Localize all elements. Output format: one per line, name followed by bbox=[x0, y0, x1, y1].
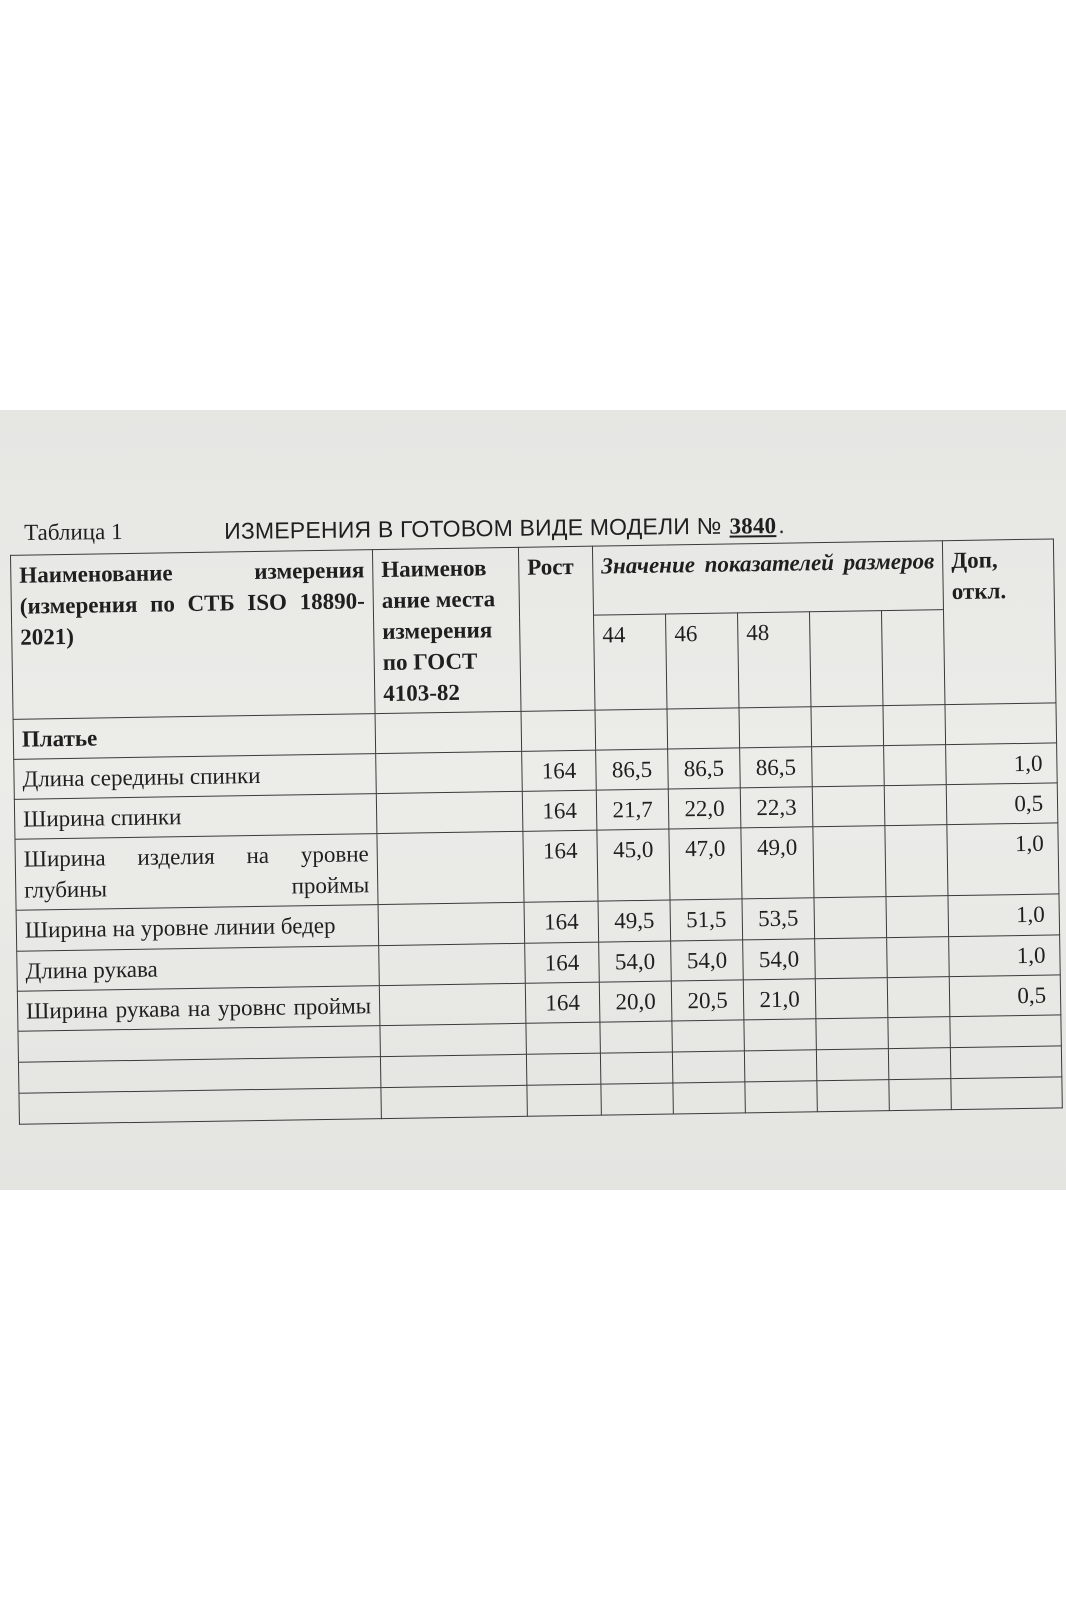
row-value-48: 22,3 bbox=[740, 787, 813, 828]
row-name: Ширина изделия на уровне глубины проймы bbox=[15, 834, 378, 911]
row-value-5 bbox=[887, 936, 950, 977]
row-value-4 bbox=[812, 746, 885, 787]
row-place bbox=[379, 983, 526, 1025]
row-value-5 bbox=[884, 785, 947, 826]
row-value-5 bbox=[886, 896, 949, 937]
measurements-sheet bbox=[0, 538, 1066, 1124]
title-period: . bbox=[778, 512, 786, 539]
measurements-table bbox=[10, 538, 1063, 1124]
row-value-48: 86,5 bbox=[740, 747, 813, 788]
row-name: Длина середины спинки bbox=[14, 754, 377, 800]
header-place-name: Наименов ание места измерения по ГОСТ 4103-82 bbox=[372, 547, 521, 714]
row-value-46: 54,0 bbox=[671, 939, 744, 980]
row-value-4 bbox=[815, 977, 888, 1018]
size-empty-5 bbox=[881, 610, 945, 706]
size-44: 44 bbox=[594, 614, 667, 710]
header-size-values: Значение показателей размеров bbox=[592, 541, 943, 616]
header-tolerance: Доп, откл. bbox=[942, 539, 1056, 705]
row-value-46: 20,5 bbox=[671, 979, 744, 1020]
row-value-44: 86,5 bbox=[596, 749, 669, 790]
header-height: Рост bbox=[518, 546, 595, 711]
document-title bbox=[224, 512, 785, 545]
row-name: Ширина рукава на уровнс проймы bbox=[17, 985, 380, 1031]
row-value-48: 54,0 bbox=[743, 938, 816, 979]
row-value-46: 86,5 bbox=[668, 748, 741, 789]
row-name: Ширина спинки bbox=[14, 794, 377, 840]
row-tolerance: 1,0 bbox=[948, 894, 1060, 936]
row-height: 164 bbox=[525, 942, 600, 983]
row-value-44: 54,0 bbox=[599, 941, 672, 982]
row-place bbox=[376, 792, 523, 834]
model-number: 3840 bbox=[729, 513, 777, 539]
row-value-44: 20,0 bbox=[599, 981, 672, 1022]
row-value-5 bbox=[885, 825, 948, 897]
document-photo bbox=[0, 410, 1066, 1190]
row-value-46: 51,5 bbox=[670, 899, 743, 940]
row-value-46: 47,0 bbox=[669, 828, 742, 900]
row-height: 164 bbox=[522, 790, 597, 831]
row-value-44: 49,5 bbox=[598, 900, 671, 941]
size-empty-4 bbox=[809, 611, 882, 707]
row-height: 164 bbox=[525, 982, 600, 1023]
row-tolerance: 1,0 bbox=[947, 823, 1059, 896]
row-tolerance: 1,0 bbox=[949, 934, 1061, 976]
row-height: 164 bbox=[524, 902, 599, 943]
row-name: Ширина на уровне линии бедер bbox=[16, 905, 379, 951]
row-value-4 bbox=[813, 826, 886, 898]
row-tolerance: 0,5 bbox=[949, 974, 1061, 1016]
section-label: Платье bbox=[13, 714, 376, 760]
size-48: 48 bbox=[738, 612, 811, 708]
row-value-48: 53,5 bbox=[742, 898, 815, 939]
row-value-5 bbox=[884, 745, 947, 786]
row-height: 164 bbox=[522, 750, 597, 791]
row-value-48: 49,0 bbox=[741, 827, 814, 899]
row-height: 164 bbox=[523, 831, 598, 903]
header-measurement-name: Наименование измерения (измерения по СТБ ISO 18890-2021) bbox=[11, 550, 376, 720]
table-label: Таблица 1 bbox=[24, 518, 123, 545]
row-value-44: 45,0 bbox=[597, 829, 670, 901]
row-value-46: 22,0 bbox=[668, 788, 741, 829]
document-title-text: ИЗМЕРЕНИЯ В ГОТОВОМ ВИДЕ МОДЕЛИ № bbox=[223, 512, 722, 544]
size-46: 46 bbox=[666, 613, 739, 709]
row-tolerance: 1,0 bbox=[946, 743, 1058, 785]
row-value-44: 21,7 bbox=[596, 789, 669, 830]
row-place bbox=[376, 752, 523, 794]
row-value-4 bbox=[815, 937, 888, 978]
row-place bbox=[378, 903, 525, 945]
row-place bbox=[377, 832, 524, 905]
row-value-48: 21,0 bbox=[743, 978, 816, 1019]
row-place bbox=[379, 943, 526, 985]
row-value-4 bbox=[814, 897, 887, 938]
row-value-5 bbox=[887, 976, 950, 1017]
row-name: Длина рукава bbox=[17, 945, 380, 991]
row-tolerance: 0,5 bbox=[946, 783, 1058, 825]
row-value-4 bbox=[812, 786, 885, 827]
